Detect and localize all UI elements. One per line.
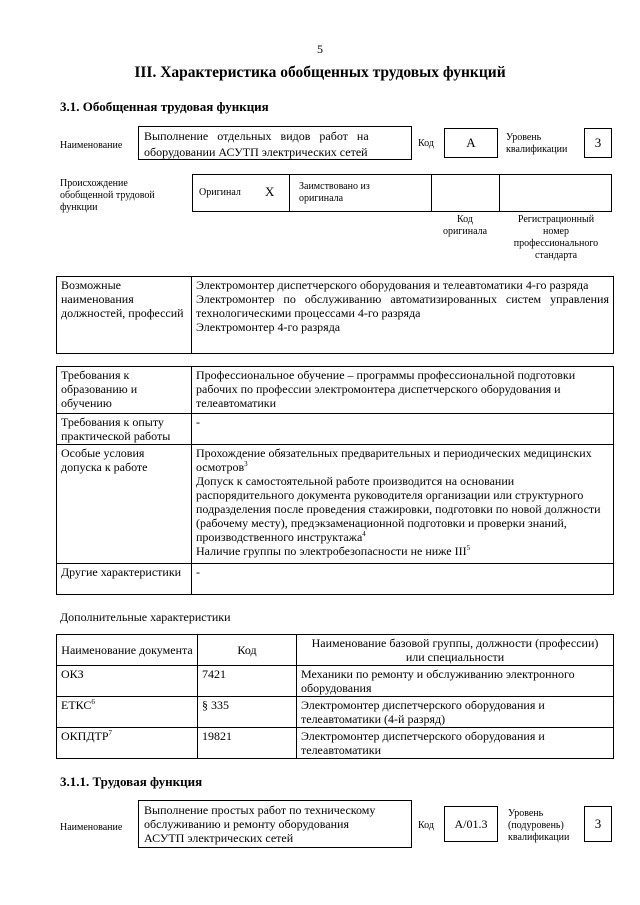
tf-level-label-2: (подуровень) <box>508 820 564 831</box>
education-label: Требования к образованию и обучению <box>57 367 192 414</box>
tf-name-line2: обслуживанию и ремонту оборудования <box>144 817 349 831</box>
gtf-level-label-1: Уровень <box>506 132 542 143</box>
doc-cell: ОКПДТР <box>61 729 109 743</box>
section-title: III. Характеристика обобщенных трудовых функций <box>134 64 506 81</box>
origin-code-label-2: оригинала <box>442 226 488 237</box>
origin-code-label-1: Код <box>457 214 473 225</box>
code-cell: § 335 <box>198 697 297 728</box>
other-value: - <box>192 564 614 595</box>
table-row <box>57 728 614 759</box>
gtf-code-label: Код <box>418 138 434 149</box>
footnote-ref: 5 <box>466 544 471 552</box>
tf-name-label: Наименование <box>60 822 123 833</box>
origin-original-mark: X <box>265 184 275 199</box>
experience-label: Требования к опыту практической работы <box>57 414 192 445</box>
subsection-title: 3.1. Обобщенная трудовая функция <box>60 99 269 114</box>
col-header-document: Наименование документа <box>57 635 198 666</box>
tf-level-label-3: квалификации <box>508 832 570 843</box>
gtf-level-label-2: квалификации <box>506 144 568 155</box>
origin-borrowed-1: Заимствовано из <box>299 181 370 192</box>
origin-reg-label-1: Регистрационный <box>517 214 595 225</box>
position-item: Электромонтер 4-го разряда <box>196 320 341 334</box>
origin-reg-label-3: профессионального <box>513 238 599 249</box>
positions-values <box>192 277 614 354</box>
name-cell: Электромонтер диспетчерского оборудования и телеавтоматики (4-й разряд) <box>297 697 614 728</box>
special-value <box>192 445 614 564</box>
col-header-code: Код <box>198 635 297 666</box>
origin-reg-label-4: стандарта <box>534 250 578 261</box>
requirements-table <box>56 366 614 595</box>
footnote-ref: 6 <box>91 698 95 706</box>
code-cell: 19821 <box>198 728 297 759</box>
footnote-ref: 3 <box>244 460 248 468</box>
tf-code-value: A/01.3 <box>444 806 498 842</box>
tf-title: 3.1.1. Трудовая функция <box>60 774 203 789</box>
origin-box <box>192 174 612 212</box>
gtf-level-value: 3 <box>584 128 612 158</box>
positions-label: Возможные наименования должностей, профессий <box>57 277 192 354</box>
table-row <box>57 666 614 697</box>
name-cell: Электромонтер диспетчерского оборудования и телеавтоматики <box>297 728 614 759</box>
experience-value: - <box>192 414 614 445</box>
origin-borrowed-2: оригинала <box>299 193 344 204</box>
origin-label-1: Происхождение <box>60 178 128 189</box>
additional-title: Дополнительные характеристики <box>60 610 231 624</box>
other-label: Другие характеристики <box>57 564 192 595</box>
position-item: Электромонтер по обслуживанию автоматизированных систем управления технологическими процессами 4-го разряда <box>196 292 609 320</box>
gtf-name-label: Наименование <box>60 140 123 151</box>
origin-label-3: функции <box>60 202 98 213</box>
special-label: Особые условия допуска к работе <box>57 445 192 564</box>
doc-cell: ЕТКС <box>61 698 92 712</box>
position-item: Электромонтер диспетчерского оборудования и телеавтоматики 4-го разряда <box>196 278 589 292</box>
footnote-ref: 7 <box>108 729 113 737</box>
tf-name-box <box>138 800 412 848</box>
positions-table <box>56 276 614 354</box>
footnote-ref: 4 <box>362 530 366 538</box>
table-row <box>57 697 614 728</box>
col-header-name: Наименование базовой группы, должности (профессии) или специальности <box>297 635 614 666</box>
education-value: Профессиональное обучение – программы профессиональной подготовки рабочих по профессии электромонтера диспетчерского оборудования и телеавтоматики <box>192 367 614 414</box>
special-p3: Наличие группы по электробезопасности не ниже III <box>196 544 467 558</box>
code-cell: 7421 <box>198 666 297 697</box>
origin-reg-label-2: номер <box>543 226 569 237</box>
gtf-code-value: A <box>444 128 498 158</box>
gtf-name-line2: оборудовании АСУТП электрических сетей <box>144 145 368 159</box>
origin-label-2: обобщенной трудовой <box>60 190 155 201</box>
additional-table <box>56 634 614 759</box>
tf-name-line1: Выполнение простых работ по техническому <box>144 803 376 817</box>
special-p2: Допуск к самостоятельной работе производится на основании распорядительного документа руководителя организации или структурного подразделения после проведения стажировки, подготовки по новой должности (рабочему месту), предэкзаменационной подготовки и проверки знаний, производственного инструктажа <box>196 474 601 544</box>
origin-original-label: Оригинал <box>199 187 241 198</box>
tf-code-label: Код <box>418 820 434 831</box>
gtf-name-line1: Выполнение отдельных видов работ на <box>144 129 369 143</box>
gtf-name-box <box>138 126 412 160</box>
doc-cell: ОКЗ <box>61 667 84 681</box>
special-p1: Прохождение обязательных предварительных и периодических медицинских осмотров <box>196 446 592 474</box>
name-cell: Механики по ремонту и обслуживанию электронного оборудования <box>297 666 614 697</box>
tf-level-value: 3 <box>584 806 612 842</box>
page-number: 5 <box>317 42 323 56</box>
tf-name-line3: АСУТП электрических сетей <box>144 831 294 845</box>
tf-level-label-1: Уровень <box>508 808 544 819</box>
